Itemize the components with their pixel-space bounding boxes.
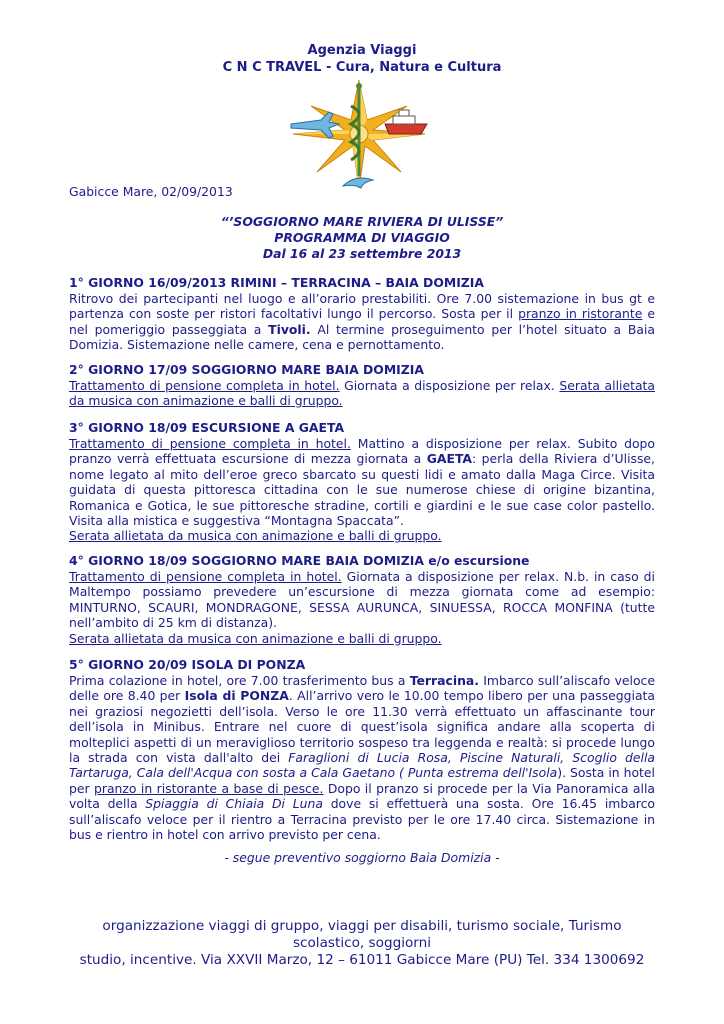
footer-line-1: organizzazione viaggi di gruppo, viaggi per disabili, turismo sociale, Turismo scolastico, soggiorni — [102, 918, 622, 951]
continuation-note: - segue preventivo soggiorno Baia Domizia - — [224, 850, 500, 865]
footer-line-2: studio, incentive. Via XXVII Marzo, 12 – 61011 Gabicce Mare (PU) Tel. 334 1300692 — [79, 952, 645, 968]
dolphin-icon — [343, 178, 373, 188]
footer — [65, 918, 659, 969]
agency-logo — [289, 76, 429, 194]
day-4-title: 4° GIORNO 18/09 SOGGIORNO MARE BAIA DOMIZIA e/o escursione — [69, 553, 530, 568]
day-3-section — [69, 420, 655, 544]
day-1-text: Ritrovo dei partecipanti nel luogo e all’orario prestabiliti. Ore 7.00 sistemazione in bus gt e partenza con soste per ristori facoltativi lungo il percorso. Sosta per il pranzo in ristorante e nel pomeriggio passeggiata a Tivoli. Al termine proseguimento per l’hotel situato a Baia Domizia. Sistemazione nelle camere, cena e pernottamento. — [69, 291, 656, 353]
day-5-text: Prima colazione in hotel, ore 7.00 trasferimento bus a Terracina. Imbarco sull’aliscafo veloce delle ore 8.40 per Isola di PONZA. All’arrivo vero le 10.00 tempo libero per una passeggiata nei graziosi negozietti dell’isola. Verso le ore 11.30 verrà effettuato un affascinante tour dell’isola in Minibus. Entrare nel cuore di quest’isola significa andare alla scoperta di molteplici aspetti di un meraviglioso territorio sospeso tra leggenda e realtà: si procede lungo la strada con vista dall'alto dei Faraglioni di Lucia Rosa, Piscine Naturali, Scoglio della Tartaruga, Cala dell'Acqua con sosta a Cala Gaetano ( Punta estrema dell'Isola). Sosta in hotel per pranzo in ristorante a base di pesce. Dopo il pranzo si procede per la Via Panoramica alla volta della Spiaggia di Chiaia Di Luna dove si effettuerà una sosta. Ore 16.45 imbarco sull’aliscafo veloce per il rientro a Terracina previsto per le ore 17.40 circa. Sistemazione in bus e rientro in hotel con arrivo previsto per cena. — [69, 673, 655, 843]
program-title: “’SOGGIORNO MARE RIVIERA DI ULISSE” — [220, 214, 504, 229]
day-2-title: 2° GIORNO 17/09 SOGGIORNO MARE BAIA DOMIZIA — [69, 362, 424, 377]
document-date: Gabicce Mare, 02/09/2013 — [69, 184, 233, 199]
agency-title: Agenzia Viaggi — [307, 43, 417, 58]
agency-subtitle: C N C TRAVEL - Cura, Natura e Cultura — [222, 60, 502, 75]
day-4-section — [69, 553, 655, 646]
day-3-title: 3° GIORNO 18/09 ESCURSIONE A GAETA — [69, 420, 345, 435]
program-subtitle: PROGRAMMA DI VIAGGIO — [274, 230, 450, 245]
day-2-section — [69, 362, 655, 409]
day-1-section — [69, 275, 655, 353]
program-heading — [69, 214, 655, 262]
day-5-section — [69, 657, 655, 842]
program-dates: Dal 16 al 23 settembre 2013 — [262, 246, 462, 261]
day-5-title: 5° GIORNO 20/09 ISOLA DI PONZA — [69, 657, 306, 672]
day-2-text: Trattamento di pensione completa in hotel. Giornata a disposizione per relax. Serata allietata da musica con animazione e balli di gruppo. — [69, 378, 655, 409]
day-3-text: Trattamento di pensione completa in hotel. Mattino a disposizione per relax. Subito dopo pranzo verrà effettuata escursione di mezza giornata a GAETA: perla della Riviera d’Ulisse, nome legato al mito dell’eroe greco sbarcato su questi lidi e amato dalla Maga Circe. Visita guidata di questa pittoresca cittadina con le sue numerose chiese di origine bizantina, Romanica e Gotica, le sue pittoresche stradine, cortili e giardini e le sue case color pastello. Visita alla mistica e suggestiva “Montagna Spaccata”. Serata allietata da musica con animazione e balli di gruppo. — [69, 436, 655, 544]
day-4-text: Trattamento di pensione completa in hotel. Giornata a disposizione per relax. N.b. in caso di Maltempo possiamo prevedere un’escursione di mezza giornata come ad esempio: MINTURNO, SCAURI, MONDRAGONE, SESSA AURUNCA, SINUESSA, ROCCA MONFINA (tutte nell’ambito di 25 km di distanza). Serata allietata da musica con animazione e balli di gruppo. — [69, 569, 655, 646]
day-1-title: 1° GIORNO 16/09/2013 RIMINI – TERRACINA – BAIA DOMIZIA — [69, 275, 484, 290]
